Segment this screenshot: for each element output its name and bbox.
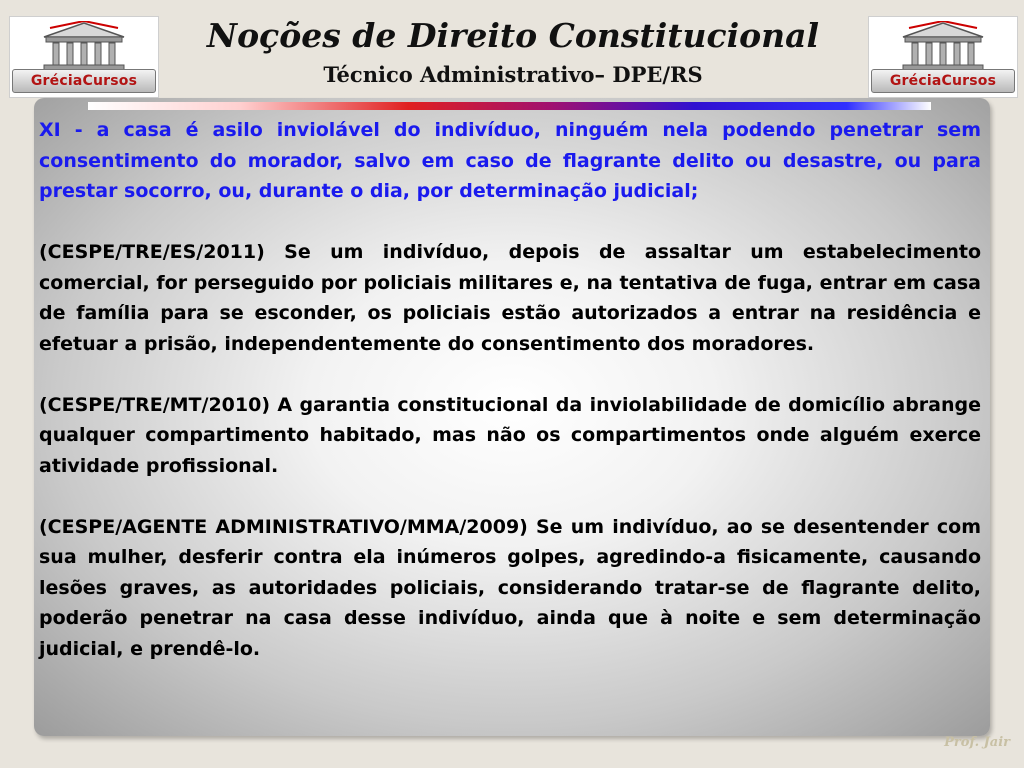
logo-brand-text: GréciaCursos (12, 69, 156, 93)
page-subtitle: Técnico Administrativo– DPE/RS (323, 62, 703, 87)
exam-question-3: (CESPE/AGENTE ADMINISTRATIVO/MMA/2009) Se um indivíduo, ao se desentender com sua mulher, desferir contra ela inúmeros golpes, agredindo-a fisicamente, causando lesões graves, as autoridades policiais, considerando tratar-se de flagrante delito, poderão penetrar na casa desse indivíduo, ainda que à noite e sem determinação judicial, e prendê-lo. (39, 515, 981, 660)
header-divider (88, 102, 931, 110)
page-title: Noções de Direito Constitucional (206, 16, 820, 55)
temple-icon (40, 21, 128, 73)
slide-content (39, 115, 981, 695)
author-signature: Prof. Jair (944, 735, 1010, 750)
constitution-article-text: XI - a casa é asilo inviolável do indivíduo, ninguém nela podendo penetrar sem consentimento do morador, salvo em caso de flagrante delito ou desastre, ou para prestar socorro, ou, durante o dia, por determinação judicial; (39, 119, 981, 202)
temple-icon (899, 21, 987, 73)
header (0, 0, 1024, 100)
logo-right (868, 16, 1018, 98)
logo-brand-text: GréciaCursos (871, 69, 1015, 93)
exam-question-1: (CESPE/TRE/ES/2011) Se um indivíduo, depois de assaltar um estabelecimento comercial, for perseguido por policiais militares e, na tentativa de fuga, entrar em casa de família para se esconder, os policiais estão autorizados a entrar na residência e efetuar a prisão, independentemente do consentimento dos moradores. (39, 241, 981, 355)
exam-question-2: (CESPE/TRE/MT/2010) A garantia constitucional da inviolabilidade de domicílio abrange qualquer compartimento habitado, mas não os compartimentos onde alguém exerce atividade profissional. (39, 393, 981, 477)
logo-left (9, 16, 159, 98)
